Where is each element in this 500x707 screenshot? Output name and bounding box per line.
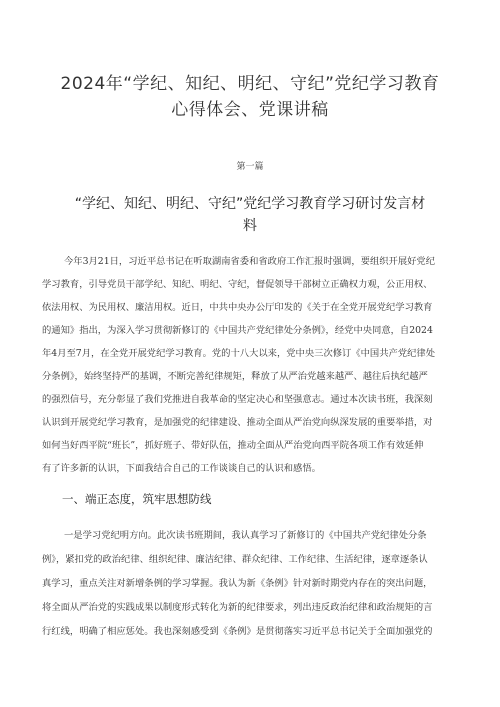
paragraph-line: 分条例》，始终坚持严的基调，不断完善纪律规矩，释放了从严治党越来越严、越往后执纪越严 xyxy=(42,371,428,382)
paragraph-line: 行红线，明确了相应惩处。我也深刻感受到《条例》是贯彻落实习近平总书记关于全面加强党的 xyxy=(42,626,433,637)
paragraph-line: 依法用权、为民用权、廉洁用权。近日，中共中央办公厅印发的《关于在全党开展党纪学习教育 xyxy=(42,302,433,313)
paragraph-line: 学习教育，引导党员干部学纪、知纪、明纪、守纪，督促领导干部树立正确权力观，公正用权、 xyxy=(42,279,433,290)
paragraph-line: 例》，紧扣党的政治纪律、组织纪律、廉洁纪律、群众纪律、工作纪律、生活纪律，逐章逐条认 xyxy=(42,554,428,565)
paragraph-line: 的通知》指出，为深入学习贯彻新修订的《中国共产党纪律处分条例》，经党中央同意，自2024 xyxy=(42,325,433,336)
paragraph-line: 年4月至7月，在全党开展党纪学习教育。党的十八大以来，党中央三次修订《中国共产党纪律处 xyxy=(42,348,436,359)
paragraph-line: 有了许多新的认识，下面我结合自己的工作谈谈自己的认识和感悟。 xyxy=(42,463,321,474)
paragraph-line: 今年3月21日，习近平总书记在听取湖南省委和省政府工作汇报时强调，要组织开展好党纪 xyxy=(64,256,436,267)
document-title-line-2: 心得体会、党课讲稿 xyxy=(171,100,329,120)
section-heading: 一、端正态度，筑牢思想防线 xyxy=(62,492,212,506)
chapter-label: 第一篇 xyxy=(236,162,264,172)
document-title-line-1: 2024年“学纪、知纪、明纪、守纪”党纪学习教育 xyxy=(60,74,440,94)
paragraph-line: 如何当好西平院“班长”，抓好班子、带好队伍，推动全面从严治党向西平院各项工作有效延伸 xyxy=(42,440,424,451)
paragraph-line: 将全面从严治党的实践成果以制度形式转化为新的纪律要求，列出违反政治纪律和政治规矩的言 xyxy=(42,602,433,613)
paragraph-line: 真学习，重点关注对新增条例的学习掌握。我认为新《条例》针对新时期党内存在的突出问题， xyxy=(42,578,433,589)
article-subtitle-line-2: 料 xyxy=(243,218,257,234)
paragraph-line: 的强烈信号，充分彰显了我们党推进自我革命的坚定决心和坚强意志。通过本次读书班，我深刻 xyxy=(42,394,433,405)
paragraph-line: 一是学习党纪明方向。此次读书班期间，我认真学习了新修订的《中国共产党纪律处分条 xyxy=(64,530,427,541)
paragraph-line: 认识到开展党纪学习教育，是加强党的纪律建设、推动全面从严治党向纵深发展的重要举措，对 xyxy=(42,417,433,428)
article-subtitle-line-1: “学纪、知纪、明纪、守纪”党纪学习教育学习研讨发言材 xyxy=(74,196,426,212)
